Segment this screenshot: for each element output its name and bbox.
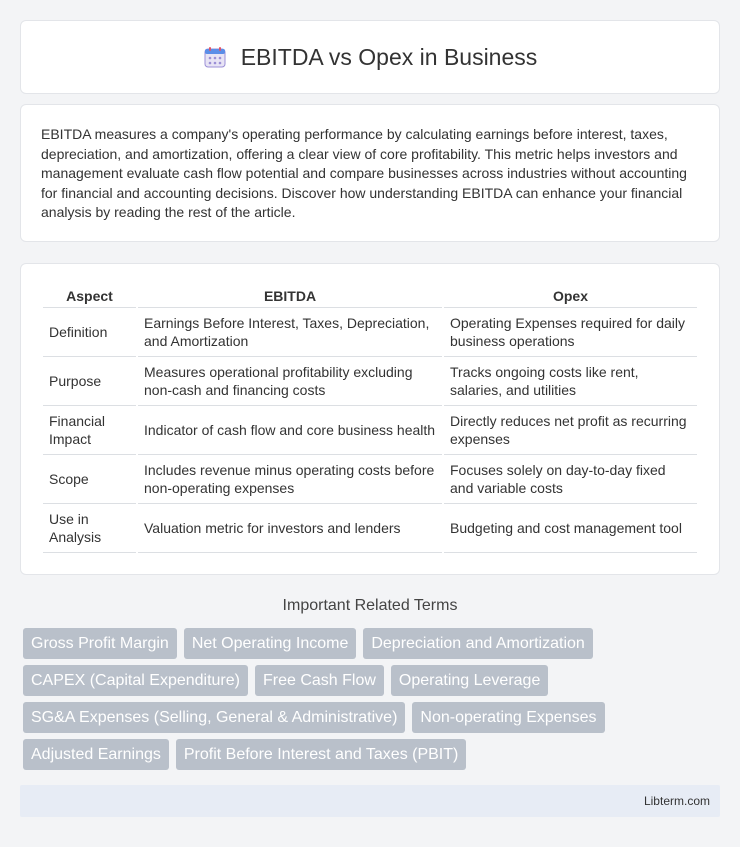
page-title: EBITDA vs Opex in Business <box>240 43 538 70</box>
cell-opex: Directly reduces net profit as recurring expenses <box>444 406 697 455</box>
cell-aspect: Use in Analysis <box>43 504 136 553</box>
header-opex: Opex <box>444 284 697 308</box>
footer-site-link[interactable]: Libterm.com <box>643 794 710 808</box>
footer <box>20 785 720 817</box>
cell-aspect: Financial Impact <box>43 406 136 455</box>
header-aspect: Aspect <box>43 284 136 308</box>
table-row <box>43 455 697 504</box>
cell-opex: Tracks ongoing costs like rent, salaries, and utilities <box>444 357 697 406</box>
related-term-tag[interactable]: Adjusted Earnings <box>23 739 169 770</box>
cell-aspect: Scope <box>43 455 136 504</box>
related-term-tag[interactable]: Gross Profit Margin <box>23 628 177 659</box>
related-term-tag[interactable]: SG&A Expenses (Selling, General & Administrative) <box>23 702 405 733</box>
header-card <box>20 20 720 94</box>
cell-opex: Operating Expenses required for daily business operations <box>444 308 697 357</box>
cell-aspect: Definition <box>43 308 136 357</box>
table-row <box>43 308 697 357</box>
cell-ebitda: Valuation metric for investors and lenders <box>138 504 442 553</box>
calendar-icon <box>203 45 227 69</box>
related-term-tag[interactable]: Depreciation and Amortization <box>363 628 592 659</box>
related-terms-title: Important Related Terms <box>282 597 458 614</box>
cell-opex: Focuses solely on day-to-day fixed and variable costs <box>444 455 697 504</box>
intro-text: EBITDA measures a company's operating performance by calculating earnings before interest, taxes, depreciation, and amortization, offering a clear view of core profitability. This metric helps investors and management evaluate cash flow potential and compare businesses across industries without accounting for financial and accounting decisions. Discover how understanding EBITDA can enhance your financial analysis by reading the rest of the article. <box>41 126 687 220</box>
related-term-tag[interactable]: Free Cash Flow <box>255 665 384 696</box>
table-row <box>43 406 697 455</box>
cell-opex: Budgeting and cost management tool <box>444 504 697 553</box>
cell-ebitda: Indicator of cash flow and core business health <box>138 406 442 455</box>
related-term-tag[interactable]: Profit Before Interest and Taxes (PBIT) <box>176 739 467 770</box>
comparison-table <box>41 284 699 553</box>
cell-ebitda: Earnings Before Interest, Taxes, Depreciation, and Amortization <box>138 308 442 357</box>
intro-card <box>20 104 720 242</box>
header-ebitda: EBITDA <box>138 284 442 308</box>
table-row <box>43 357 697 406</box>
related-term-tag[interactable]: Non-operating Expenses <box>412 702 604 733</box>
cell-aspect: Purpose <box>43 357 136 406</box>
related-term-tag[interactable]: Operating Leverage <box>391 665 548 696</box>
cell-ebitda: Includes revenue minus operating costs before non-operating expenses <box>138 455 442 504</box>
table-header-row <box>43 284 697 308</box>
related-term-tag[interactable]: Net Operating Income <box>184 628 357 659</box>
related-term-tag[interactable]: CAPEX (Capital Expenditure) <box>23 665 248 696</box>
table-row <box>43 504 697 553</box>
comparison-card <box>20 263 720 575</box>
cell-ebitda: Measures operational profitability excluding non-cash and financing costs <box>138 357 442 406</box>
related-terms-list <box>23 628 723 776</box>
